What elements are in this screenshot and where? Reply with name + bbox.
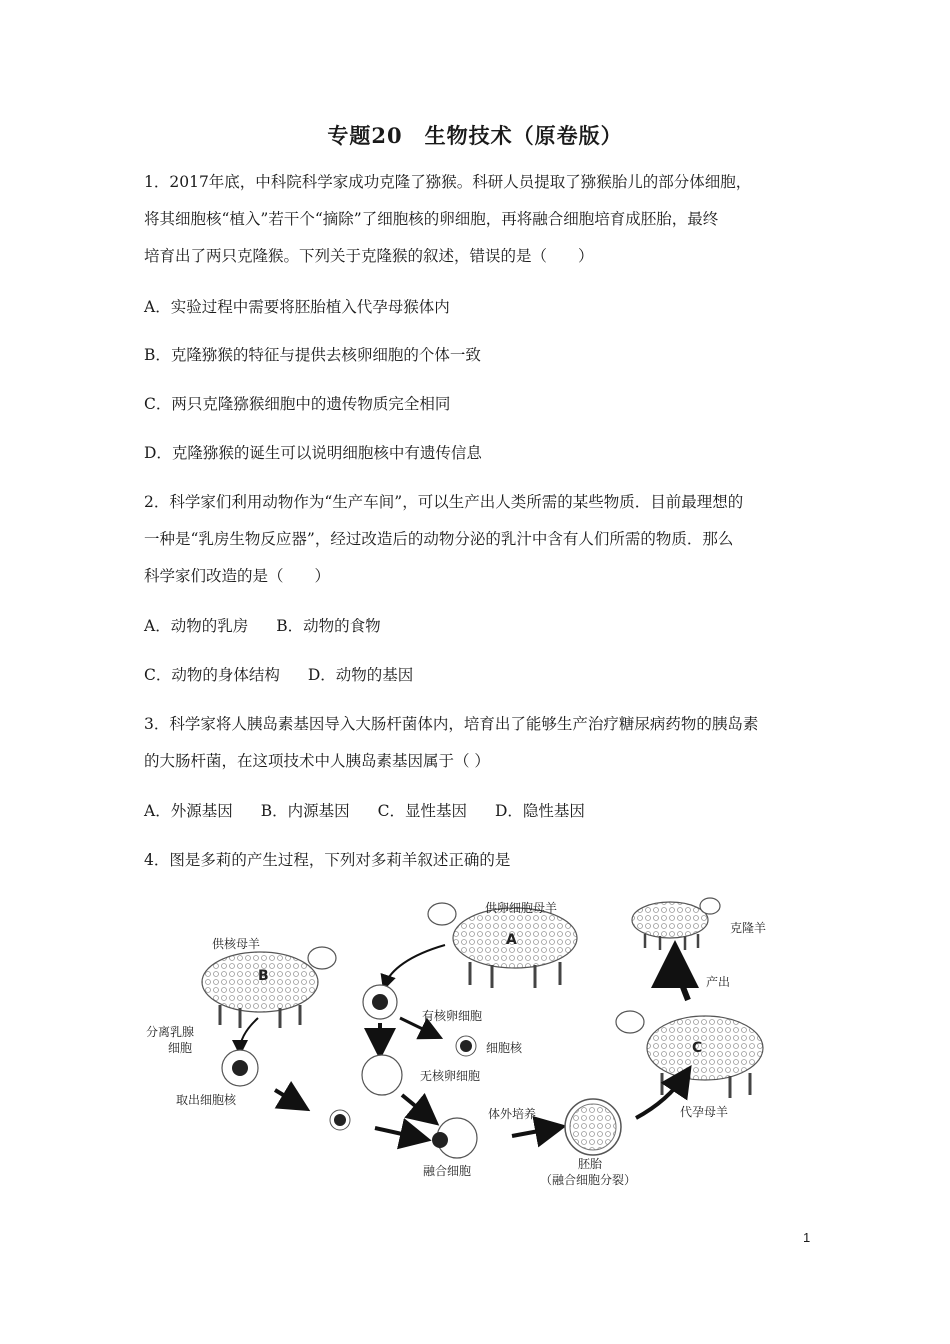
embryo-icon — [565, 1099, 621, 1155]
question-3-options — [144, 801, 585, 821]
sheep-a-icon — [428, 903, 577, 988]
removed-nucleus-icon — [456, 1036, 476, 1056]
arrow-in-vitro — [512, 1128, 555, 1136]
fused-cell-icon — [432, 1118, 477, 1158]
sheep-a-label: A — [506, 932, 517, 948]
question-2-options-cd — [144, 665, 413, 685]
question-1-option-d: D．克隆猕猴的诞生可以说明细胞核中有遗传信息 — [144, 444, 482, 462]
clone-sheep-icon — [632, 898, 720, 950]
sheep-c-label: C — [692, 1040, 703, 1056]
diagram-svg — [140, 890, 790, 1190]
arrow-a-to-egg — [385, 945, 445, 985]
egg-with-nucleus-icon — [363, 985, 397, 1019]
question-3-option-a: A．外源基因 — [144, 802, 233, 820]
label-embryo: 胚胎 — [578, 1157, 603, 1171]
label-take-nucleus: 取出细胞核 — [176, 1093, 237, 1107]
question-3-option-b: B．内源基因 — [260, 802, 350, 820]
question-2-line-2: 一种是“乳房生物反应器”，经过改造后的动物分泌的乳汁中含有人们所需的物质．那么 — [144, 530, 734, 548]
page-number: 1 — [803, 1230, 811, 1245]
question-1-line-2: 将其细胞核“植入”若干个“摘除”了细胞核的卵细胞，再将融合细胞培育成胚胎，最终 — [144, 210, 719, 228]
question-2-option-a: A．动物的乳房 — [144, 617, 249, 635]
question-2-line-1: 2．科学家们利用动物作为“生产车间”，可以生产出人类所需的某些物质．目前最理想的 — [144, 493, 744, 511]
question-1-line-1: 1．2017年底，中科院科学家成功克隆了猕猴。科研人员提取了猕猴胎儿的部分体细胞， — [144, 173, 752, 191]
question-1-line-3: 培育出了两只克隆猴。下列关于克隆猴的叙述，错误的是（ ） — [144, 247, 594, 265]
arrow-b-to-cell — [240, 1018, 258, 1050]
question-3-option-d: D．隐性基因 — [494, 802, 585, 820]
question-3-line-2: 的大肠杆菌，在这项技术中人胰岛素基因属于（ ） — [144, 752, 490, 770]
label-enucleated-egg: 无核卵细胞 — [420, 1069, 481, 1083]
arrow-nucleus-to-fusion — [375, 1128, 420, 1138]
label-surrogate: 代孕母羊 — [680, 1105, 729, 1119]
arrow-egg-to-fusion — [402, 1095, 430, 1118]
label-egg-mother: 供卵细胞母羊 — [485, 901, 558, 915]
arrow-to-nucleus — [275, 1090, 300, 1105]
question-2-options-ab — [144, 616, 381, 636]
produce-arrow — [675, 958, 688, 1000]
label-nucleus-mother: 供核母羊 — [212, 937, 261, 951]
label-produce: 产出 — [706, 975, 731, 989]
page-title: 专题20 生物技术（原卷版） — [327, 123, 623, 148]
sheep-c-icon — [616, 1011, 763, 1098]
question-2-option-b: B．动物的食物 — [276, 617, 381, 635]
label-cell: 细胞 — [168, 1041, 193, 1055]
label-egg-with-nucleus: 有核卵细胞 — [422, 1009, 483, 1023]
mammary-cell-icon — [222, 1050, 258, 1086]
label-embryo-note: （融合细胞分裂） — [540, 1173, 637, 1187]
question-2-line-3: 科学家们改造的是（ ） — [144, 567, 331, 585]
sheep-b-icon — [202, 947, 336, 1028]
question-2-option-c: C．动物的身体结构 — [144, 666, 280, 684]
enucleated-egg-icon — [362, 1055, 402, 1095]
extracted-nucleus-icon — [330, 1110, 350, 1130]
sheep-b-label: B — [258, 968, 269, 984]
label-in-vitro: 体外培养 — [488, 1107, 537, 1121]
question-3-option-c: C．显性基因 — [377, 802, 467, 820]
question-1-option-b: B．克隆猕猴的特征与提供去核卵细胞的个体一致 — [144, 346, 481, 364]
question-1-option-c: C．两只克隆猕猴细胞中的遗传物质完全相同 — [144, 395, 451, 413]
question-2-option-d: D．动物的基因 — [307, 666, 414, 684]
label-clone-sheep: 克隆羊 — [730, 921, 767, 935]
dolly-cloning-diagram — [140, 890, 790, 1190]
question-1-option-a: A．实验过程中需要将胚胎植入代孕母猴体内 — [144, 298, 450, 316]
label-separate-mammary: 分离乳腺 — [146, 1025, 195, 1039]
question-3-line-1: 3．科学家将人胰岛素基因导入大肠杆菌体内，培育出了能够生产治疗糖尿病药物的胰岛素 — [144, 715, 759, 733]
label-cell-nucleus: 细胞核 — [486, 1041, 523, 1055]
label-fused-cell: 融合细胞 — [423, 1164, 472, 1178]
question-4-line-1: 4．图是多莉的产生过程，下列对多莉羊叙述正确的是 — [144, 851, 511, 869]
